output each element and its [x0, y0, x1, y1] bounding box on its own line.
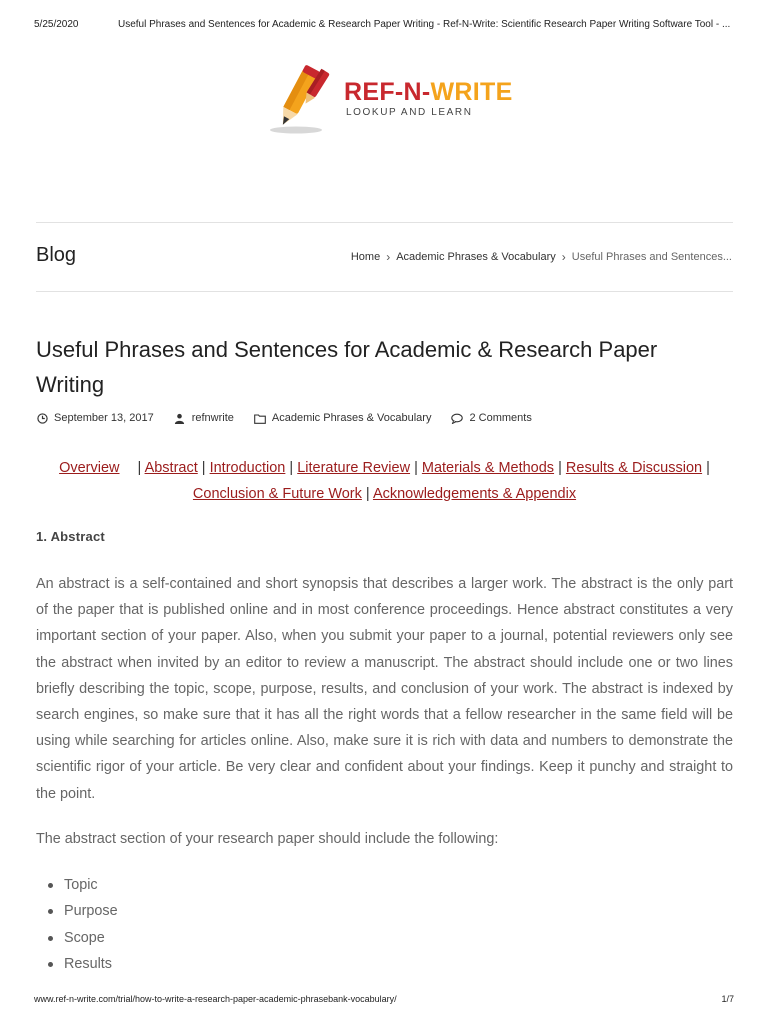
comment-icon: [451, 412, 463, 424]
list-item: Scope: [48, 925, 118, 951]
logo-tagline: LOOKUP AND LEARN: [346, 107, 473, 118]
post-date-text: September 13, 2017: [54, 412, 154, 424]
print-page-number: 1/7: [721, 994, 734, 1004]
toc-separator: |: [558, 460, 562, 476]
toc-separator: |: [706, 460, 710, 476]
toc-separator: |: [414, 460, 418, 476]
pencil-logo-icon: [270, 64, 342, 140]
logo-name-part1: REF-N-: [344, 78, 431, 106]
logo-wordmark: [344, 78, 513, 107]
toc-separator: |: [365, 486, 370, 502]
post-meta: [36, 412, 532, 424]
clock-icon: [36, 412, 48, 424]
toc-separator: |: [137, 460, 142, 476]
abstract-intro: The abstract section of your research paper should include the following:: [36, 831, 499, 847]
divider-top: [36, 222, 733, 223]
section-heading-abstract: 1. Abstract: [36, 529, 105, 544]
toc-separator: |: [289, 460, 294, 476]
toc-link-literature-review[interactable]: Literature Review: [297, 460, 411, 476]
print-header: [0, 0, 768, 40]
abstract-paragraph: An abstract is a self-contained and short synopsis that describes a larger work. The abstract is the only part of the paper that is published online and in most conference proceedings. Hence abstract constitutes a very important section of your paper. Also, when you submit your paper to a journal, potential reviewers only see the abstract when invited by an editor to review a manuscript. The abstract should include one or two lines briefly describing the topic, scope, purpose, results, and conclusion of your work. The abstract is indexed by search engines, so make sure that it has all the right words that a fellow researcher in the same field will be using while searching for articles online. Also, make sure it is rich with data and numbers to demonstrate the scientific rigor of your article. Be very clear and confident about your findings. Keep it punchy and straight to the point.: [36, 576, 733, 802]
toc-link-acknowledgements[interactable]: Acknowledgements & Appendix: [372, 486, 577, 502]
section-links: [36, 455, 733, 507]
breadcrumb: [351, 250, 732, 264]
breadcrumb-category[interactable]: Academic Phrases & Vocabulary: [396, 251, 556, 263]
toc-link-introduction[interactable]: Introduction: [209, 460, 286, 476]
breadcrumb-current: Useful Phrases and Sentences...: [571, 251, 732, 263]
logo-name-part2: WRITE: [430, 78, 513, 106]
breadcrumb-home[interactable]: Home: [350, 251, 381, 263]
page-label-blog: Blog: [36, 244, 77, 266]
print-footer-url: www.ref-n-write.com/trial/how-to-write-a-research-paper-academic-phrasebank-vocabulary/: [34, 994, 397, 1004]
post-author[interactable]: [174, 412, 234, 424]
post-author-text: refnwrite: [191, 412, 234, 424]
toc-link-abstract[interactable]: Abstract: [144, 460, 198, 476]
print-date: 5/25/2020: [34, 19, 79, 30]
post-category-text: Academic Phrases & Vocabulary: [271, 412, 432, 424]
toc-link-overview[interactable]: Overview: [59, 460, 120, 476]
site-logo[interactable]: [270, 64, 513, 140]
post-title: Useful Phrases and Sentences for Academic & Research Paper Writing: [36, 337, 658, 397]
divider-bottom: [36, 291, 733, 292]
toc-link-results-discussion[interactable]: Results & Discussion: [565, 460, 703, 476]
print-title: Useful Phrases and Sentences for Academic & Research Paper Writing - Ref-N-Write: Scientific Research Paper Writing Software Tool - ...: [118, 19, 731, 30]
list-item: Results: [48, 951, 118, 977]
user-icon: [174, 412, 186, 424]
toc-separator: |: [201, 460, 206, 476]
list-item: Purpose: [48, 898, 118, 924]
post-comments-text: 2 Comments: [469, 412, 532, 424]
toc-link-materials-methods[interactable]: Materials & Methods: [421, 460, 555, 476]
post-category[interactable]: [254, 412, 432, 424]
chevron-right-icon: ›: [561, 250, 566, 264]
folder-icon: [254, 412, 266, 424]
post-date: [36, 412, 154, 424]
post-comments[interactable]: [451, 412, 531, 424]
abstract-contents-list: [48, 872, 118, 977]
toc-link-conclusion[interactable]: Conclusion & Future Work: [192, 486, 362, 502]
chevron-right-icon: ›: [386, 250, 391, 264]
list-item: Topic: [48, 872, 118, 898]
